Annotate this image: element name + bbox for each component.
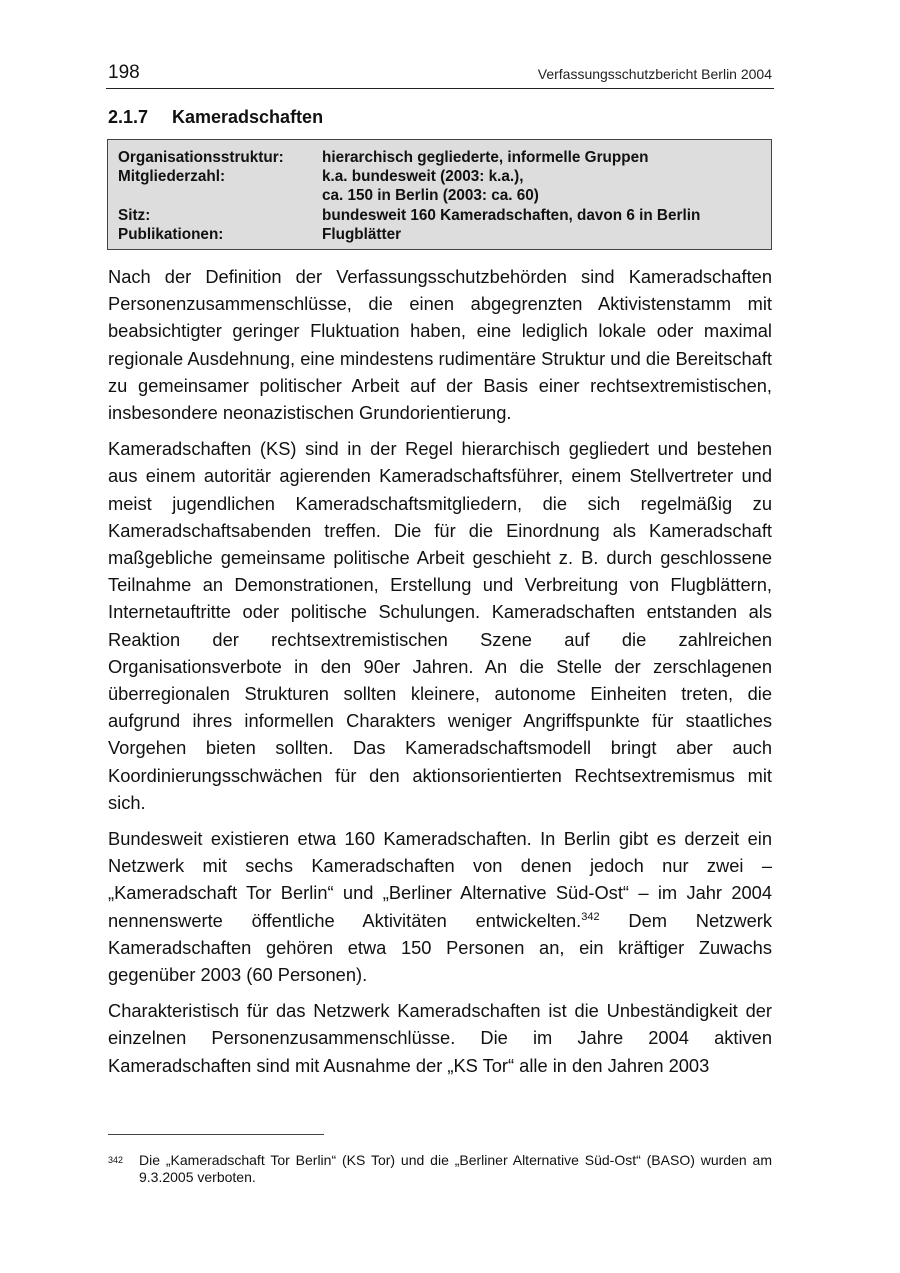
section-title: Kameradschaften <box>172 107 324 127</box>
footnote-rule <box>108 1134 324 1135</box>
footnote-reference[interactable]: 342 <box>581 910 600 923</box>
info-label <box>118 186 322 205</box>
info-value: Flugblätter <box>322 225 402 243</box>
info-value: bundesweit 160 Kameradschaften, davon 6 in Berlin <box>322 206 701 224</box>
info-row-sitz <box>118 206 761 225</box>
paragraph-network-text: Bundesweit existieren etwa 160 Kameradschaften. In Berlin gibt es derzeit ein Netzwerk mit sechs Kameradschaften von denen jedoch nur zwei – „Kameradschaft Tor Berlin“ und „Berliner Alternative Süd-Ost“ – im Jahr 2004 nennenswerte öffentliche Aktivitäten entwickelten. <box>108 828 772 931</box>
paragraph-network <box>108 825 772 988</box>
running-header: Verfassungsschutzbericht Berlin 2004 <box>537 66 772 82</box>
footnote-marker: 342 <box>108 1155 124 1165</box>
info-box <box>107 139 772 250</box>
info-value: k.a. bundesweit (2003: k.a.), <box>322 168 524 186</box>
info-value: hierarchisch gegliederte, informelle Gruppen <box>322 149 649 166</box>
info-row-organisationsstruktur <box>118 148 761 167</box>
paragraph-definition: Nach der Definition der Verfassungsschutzbehörden sind Kameradschaften Personenzusammenschlüsse, die einen abgegrenzten Aktivistenstamm mit beabsichtigter geringer Fluktuation haben, eine lediglich lokale oder maximal regionale Ausdehnung, eine mindestens rudimentäre Struktur und die Bereitschaft zu gemeinsamer politischer Arbeit auf der Basis einer rechtsextremistischen, insbesondere neonazistischen Grundorientierung. <box>108 266 772 424</box>
info-label: Publikationen: <box>118 225 224 243</box>
paragraph-characteristics: Charakteristisch für das Netzwerk Kameradschaften ist die Unbeständigkeit der einzelnen Personenzusammenschlüsse. Die im Jahre 2004 aktiven Kameradschaften sind mit Ausnahme der „KS Tor“ alle in den Jahren 2003 <box>108 1000 772 1076</box>
info-label: Mitgliederzahl: <box>118 168 226 186</box>
info-row-mitgliederzahl <box>118 167 761 186</box>
info-label: Sitz: <box>118 206 151 224</box>
paragraph-network-text-continued: Dem Netzwerk Kameradschaften gehören etwa 150 Personen an, ein kräftiger Zuwachs gegenüber 2003 (60 Personen). <box>108 909 772 986</box>
page-number: 198 <box>108 62 140 83</box>
footnote-text: Die „Kameradschaft Tor Berlin“ (KS Tor) und die „Berliner Alternative Süd-Ost“ (BASO) wurden am 9.3.2005 verboten. <box>139 1152 772 1185</box>
info-row-mitgliederzahl-berlin <box>118 186 761 205</box>
paragraph-structure: Kameradschaften (KS) sind in der Regel hierarchisch gegliedert und bestehen aus einem autoritär agierenden Kameradschaftsführer, einem Stellvertreter und meist jugendlichen Kameradschaftsmitgliedern, die sich regelmäßig zu Kameradschaftsabenden treffen. Die für die Einordnung als Kameradschaft maßgebliche gemeinsame politische Arbeit geschieht z. B. durch geschlossene Teilnahme an Demonstrationen, Erstellung und Verbreitung von Flugblättern, Internetauftritte oder politische Schulungen. Kameradschaften entstanden als Reaktion der rechtsextremistischen Szene auf die zahlreichen Organisationsverbote in den 90er Jahren. An die Stelle der zerschlagenen überregionalen Strukturen sollten kleinere, autonome Einheiten treten, die aufgrund ihres informellen Charakters weniger Angriffspunkte für staatliches Vorgehen bieten sollten. Das Kameradschaftsmodell bringt aber auch Koordinierungsschwächen für den aktionsorientierten Rechtsextremismus mit sich. <box>108 438 772 813</box>
section-number: 2.1.7 <box>108 107 149 127</box>
section-heading <box>108 107 323 128</box>
info-value: ca. 150 in Berlin (2003: ca. 60) <box>322 187 539 205</box>
info-row-publikationen <box>118 225 761 244</box>
info-label: Organisationsstruktur: <box>118 149 284 166</box>
header-rule <box>106 88 774 89</box>
body-text <box>108 263 772 1088</box>
footnote <box>108 1152 772 1186</box>
